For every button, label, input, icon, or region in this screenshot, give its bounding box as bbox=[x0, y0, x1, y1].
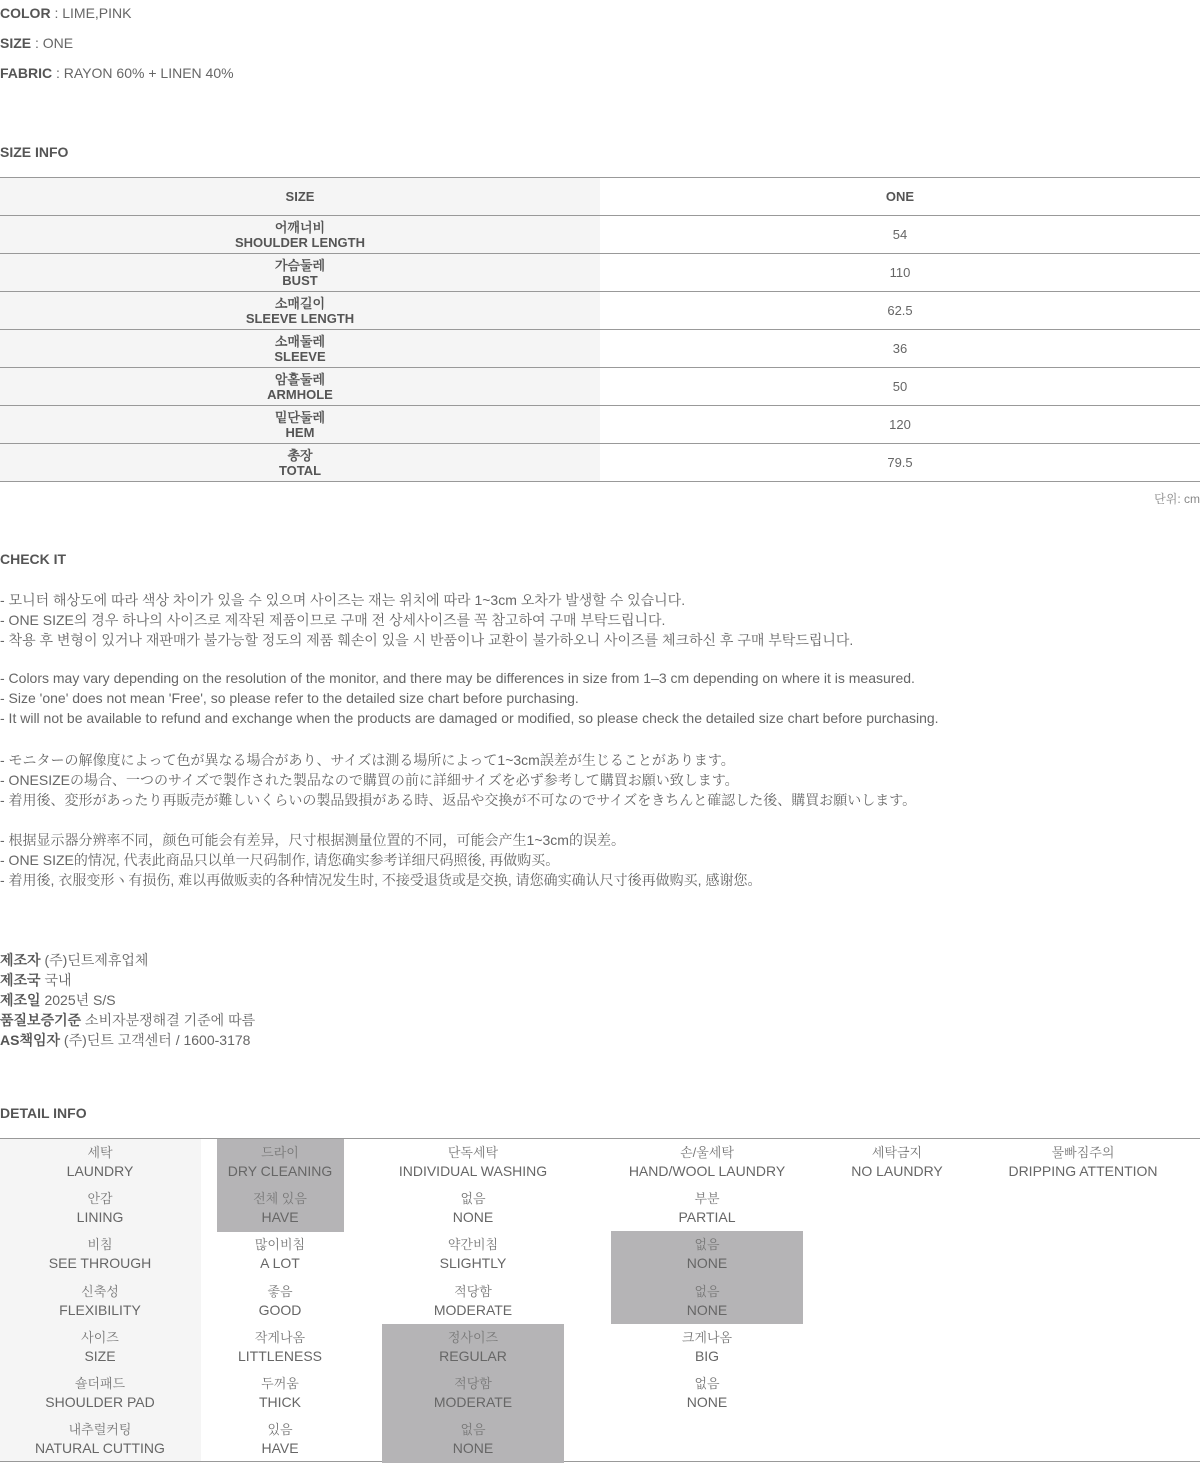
spec-color bbox=[0, 4, 131, 22]
detail-option bbox=[363, 1190, 583, 1226]
detail-option-en: NONE bbox=[452, 1440, 494, 1457]
maker-info-value: (주)딘트제휴업체 bbox=[44, 952, 149, 968]
detail-option-en: HAVE bbox=[261, 1440, 299, 1457]
spec-size-label: SIZE bbox=[0, 35, 32, 51]
spec-size-value: : ONE bbox=[35, 35, 74, 51]
detail-option-ko: 물빠짐주의 bbox=[1051, 1145, 1115, 1160]
detail-option bbox=[363, 1236, 583, 1272]
check-it-line: - ONESIZEの場合、一つのサイズで製作された製品なので購買の前に詳細サイズを必ず参考して購買お願い致します。 bbox=[0, 772, 739, 788]
size-row-label-ko: 총장 bbox=[287, 447, 313, 463]
detail-option-en: DRY CLEANING bbox=[227, 1163, 333, 1179]
size-row-label-en: BUST bbox=[282, 272, 318, 288]
size-header-label: SIZE bbox=[0, 178, 600, 216]
spec-fabric-value: : RAYON 60% + LINEN 40% bbox=[56, 65, 234, 81]
spec-size bbox=[0, 34, 73, 52]
detail-option-en: PARTIAL bbox=[678, 1209, 736, 1226]
detail-option-en: MODERATE bbox=[433, 1301, 513, 1318]
detail-option-ko: 적당함 bbox=[454, 1283, 492, 1299]
check-it-line: - Size 'one' does not mean 'Free', so please refer to the detailed size chart before purchasing. bbox=[0, 690, 579, 706]
maker-info-line bbox=[0, 990, 116, 1010]
detail-option-ko: 손/울세탁 bbox=[680, 1145, 734, 1160]
table-row bbox=[0, 444, 1200, 482]
detail-label-ko: 내추럴커팅 bbox=[68, 1422, 132, 1438]
detail-option-selected bbox=[363, 1329, 583, 1365]
size-row-label-ko: 밑단둘레 bbox=[274, 409, 326, 425]
size-row-label-ko: 소매길이 bbox=[274, 295, 326, 311]
maker-info-value: (주)딘트 고객센터 / 1600-3178 bbox=[63, 1032, 251, 1048]
detail-option-ko: 없음 bbox=[694, 1283, 720, 1299]
detail-option-ko: 없음 bbox=[694, 1237, 720, 1253]
check-it-line: - ONE SIZE의 경우 하나의 사이즈로 제작된 제품이므로 구매 전 상세사이즈를 꼭 참고하여 구매 부탁드립니다. bbox=[0, 612, 666, 628]
detail-option-ko: 없음 bbox=[460, 1191, 486, 1207]
detail-option-en: DRIPPING ATTENTION bbox=[1008, 1163, 1158, 1179]
check-it-line: - 根据显示器分辨率不同，颜色可能会有差异，尺寸根据测量位置的不同，可能会产生1~3cm的误差。 bbox=[0, 832, 625, 848]
detail-option-ko: 정사이즈 bbox=[447, 1329, 499, 1345]
table-row bbox=[0, 368, 1200, 406]
detail-option-ko: 없음 bbox=[694, 1376, 720, 1391]
detail-option bbox=[597, 1144, 817, 1180]
detail-option-en: REGULAR bbox=[439, 1347, 507, 1364]
detail-info-title: DETAIL INFO bbox=[0, 1105, 87, 1121]
detail-option bbox=[170, 1329, 390, 1365]
detail-option-ko: 많이비침 bbox=[254, 1237, 306, 1253]
detail-option-ko: 전체 있음 bbox=[253, 1191, 307, 1207]
detail-option bbox=[170, 1421, 390, 1457]
unit-note: 단위: cm bbox=[1154, 492, 1200, 506]
maker-info-line bbox=[0, 950, 148, 970]
size-row-value: 50 bbox=[600, 368, 1200, 406]
size-row-label bbox=[0, 216, 600, 254]
maker-info-label: 제조국 bbox=[0, 972, 41, 988]
spec-fabric bbox=[0, 64, 234, 82]
size-row-label bbox=[0, 292, 600, 330]
maker-info-label: 제조일 bbox=[0, 992, 41, 1008]
detail-label-ko: 사이즈 bbox=[81, 1329, 119, 1345]
detail-option-en: THICK bbox=[259, 1394, 301, 1410]
detail-option-en: MODERATE bbox=[433, 1394, 513, 1410]
check-it-line: - 着用後、変形があったり再販売が難しいくらいの製品毀損がある時、返品や交換が不可なのでサイズをきちんと確認した後、購買お願いします。 bbox=[0, 792, 917, 808]
size-row-label bbox=[0, 444, 600, 482]
detail-option-selected bbox=[170, 1144, 390, 1180]
size-row-label-ko: 소매둘레 bbox=[274, 333, 326, 349]
detail-label-ko: 숄더패드 bbox=[74, 1376, 126, 1391]
spec-fabric-label: FABRIC bbox=[0, 65, 53, 81]
detail-option-ko: 작게나옴 bbox=[254, 1329, 306, 1345]
size-row-value: 120 bbox=[600, 406, 1200, 444]
detail-option bbox=[170, 1283, 390, 1319]
detail-label-ko: 신축성 bbox=[81, 1283, 119, 1299]
size-row-label-ko: 가슴둘레 bbox=[274, 257, 326, 273]
detail-label-en: FLEXIBILITY bbox=[59, 1301, 141, 1318]
detail-label-ko: 비침 bbox=[87, 1237, 113, 1253]
table-row bbox=[0, 406, 1200, 444]
check-it-line: - Colors may vary depending on the resolution of the monitor, and there may be differences in size from 1–3 cm depending on where it is measured. bbox=[0, 670, 915, 686]
detail-option-ko: 크게나옴 bbox=[681, 1329, 733, 1345]
detail-label-en: NATURAL CUTTING bbox=[35, 1440, 165, 1457]
size-row-label bbox=[0, 330, 600, 368]
detail-option-en: NONE bbox=[452, 1209, 494, 1226]
detail-option-ko: 좋음 bbox=[267, 1283, 293, 1299]
maker-info-value: 국내 bbox=[44, 972, 72, 988]
size-row-label-ko: 어깨너비 bbox=[274, 219, 326, 235]
size-row-label-en: TOTAL bbox=[278, 462, 322, 478]
detail-label-en: LAUNDRY bbox=[66, 1163, 134, 1179]
maker-info-line bbox=[0, 970, 72, 990]
size-row-label bbox=[0, 254, 600, 292]
detail-option-en: NONE bbox=[686, 1301, 728, 1318]
detail-option-selected bbox=[597, 1236, 817, 1272]
size-row-label-en: SHOULDER LENGTH bbox=[235, 234, 365, 250]
detail-option-en: NONE bbox=[686, 1255, 728, 1272]
detail-option bbox=[973, 1144, 1193, 1180]
check-it-line: - ONE SIZE的情况, 代表此商品只以单一尺码制作, 请您确实参考详细尺码照後, 再做购买。 bbox=[0, 852, 560, 868]
detail-option-ko: 적당함 bbox=[454, 1376, 492, 1391]
detail-option-en: INDIVIDUAL WASHING bbox=[398, 1163, 548, 1179]
detail-option bbox=[363, 1144, 583, 1180]
check-it-line: - 着用後, 衣服变形ヽ有损伤, 难以再做贩卖的各种情况发生时, 不接受退货或是交换, 请您确实确认尺寸後再做购买, 感谢您。 bbox=[0, 872, 762, 888]
table-row bbox=[0, 216, 1200, 254]
detail-option bbox=[597, 1329, 817, 1365]
check-it-line: - 모니터 해상도에 따라 색상 차이가 있을 수 있으며 사이즈는 재는 위치에 따라 1~3cm 오차가 발생할 수 있습니다. bbox=[0, 592, 686, 608]
detail-option bbox=[363, 1283, 583, 1319]
table-row bbox=[0, 330, 1200, 368]
detail-option-en: NONE bbox=[686, 1394, 728, 1410]
size-row-label-en: SLEEVE bbox=[274, 348, 326, 364]
detail-option-ko: 두꺼움 bbox=[261, 1376, 299, 1391]
size-row-value: 54 bbox=[600, 216, 1200, 254]
detail-option-en: BIG bbox=[694, 1347, 720, 1364]
detail-option bbox=[170, 1375, 390, 1411]
size-table bbox=[0, 177, 1200, 482]
maker-info-label: AS책임자 bbox=[0, 1032, 61, 1048]
detail-label-en: SHOULDER PAD bbox=[45, 1394, 155, 1410]
detail-option-selected bbox=[170, 1190, 390, 1226]
size-info-title: SIZE INFO bbox=[0, 144, 69, 160]
detail-option bbox=[170, 1236, 390, 1272]
check-it-line: - It will not be available to refund and exchange when the products are damaged or modified, so please check the detailed size chart before purchasing. bbox=[0, 710, 939, 726]
size-row-label-en: SLEEVE LENGTH bbox=[245, 310, 355, 326]
detail-option-en: NO LAUNDRY bbox=[851, 1163, 943, 1179]
size-row-value: 62.5 bbox=[600, 292, 1200, 330]
size-row-label-en: HEM bbox=[285, 424, 315, 440]
maker-info-label: 품질보증기준 bbox=[0, 1012, 82, 1028]
size-row-label bbox=[0, 406, 600, 444]
spec-color-label: COLOR bbox=[0, 5, 51, 21]
detail-option-ko: 없음 bbox=[460, 1422, 486, 1438]
size-table-header bbox=[0, 178, 1200, 216]
detail-option bbox=[597, 1190, 817, 1226]
detail-info-grid bbox=[0, 1138, 1200, 1462]
size-row-label-ko: 암홀둘레 bbox=[274, 371, 326, 387]
detail-option-en: LITTLENESS bbox=[237, 1347, 323, 1364]
detail-option-ko: 세탁금지 bbox=[871, 1145, 923, 1160]
check-it-line: - モニターの解像度によって色が異なる場合があり、サイズは測る場所によって1~3cm誤差が生じることがあります。 bbox=[0, 752, 735, 768]
detail-option-selected bbox=[363, 1375, 583, 1411]
check-it-line: - 착용 후 변형이 있거나 재판매가 불가능할 정도의 제품 훼손이 있을 시 반품이나 교환이 불가하오니 사이즈를 체크하신 후 구매 부탁드립니다. bbox=[0, 632, 854, 648]
maker-info-value: 2025년 S/S bbox=[44, 992, 116, 1008]
detail-option-ko: 있음 bbox=[267, 1422, 293, 1438]
detail-option-en: HAVE bbox=[261, 1209, 299, 1226]
detail-option bbox=[597, 1375, 817, 1411]
size-row-value: 110 bbox=[600, 254, 1200, 292]
detail-label-en: SEE THROUGH bbox=[48, 1255, 152, 1272]
detail-label-ko: 안감 bbox=[87, 1191, 113, 1207]
size-row-value: 79.5 bbox=[600, 444, 1200, 482]
size-row-label bbox=[0, 368, 600, 406]
detail-label-ko: 세탁 bbox=[87, 1145, 113, 1160]
detail-option-en: SLIGHTLY bbox=[439, 1255, 507, 1272]
detail-option-en: GOOD bbox=[258, 1301, 302, 1318]
check-it-title: CHECK IT bbox=[0, 551, 67, 567]
size-row-value: 36 bbox=[600, 330, 1200, 368]
size-header-value: ONE bbox=[600, 178, 1200, 216]
detail-option-ko: 드라이 bbox=[261, 1145, 299, 1160]
detail-label-en: LINING bbox=[76, 1209, 124, 1226]
detail-option-ko: 약간비침 bbox=[447, 1237, 499, 1253]
detail-label-en: SIZE bbox=[84, 1347, 116, 1364]
table-row bbox=[0, 254, 1200, 292]
table-row bbox=[0, 292, 1200, 330]
detail-option-selected bbox=[597, 1283, 817, 1319]
detail-option-selected bbox=[363, 1421, 583, 1457]
maker-info-label: 제조자 bbox=[0, 952, 41, 968]
detail-option-en: A LOT bbox=[260, 1255, 300, 1272]
spec-color-value: : LIME,PINK bbox=[54, 5, 132, 21]
detail-option-en: HAND/WOOL LAUNDRY bbox=[628, 1163, 786, 1179]
maker-info-value: 소비자분쟁해결 기준에 따름 bbox=[85, 1012, 256, 1028]
maker-info-line bbox=[0, 1030, 250, 1050]
maker-info-line bbox=[0, 1010, 255, 1030]
detail-option-ko: 부분 bbox=[694, 1191, 720, 1207]
size-row-label-en: ARMHOLE bbox=[267, 386, 333, 402]
detail-option-ko: 단독세탁 bbox=[447, 1145, 499, 1160]
